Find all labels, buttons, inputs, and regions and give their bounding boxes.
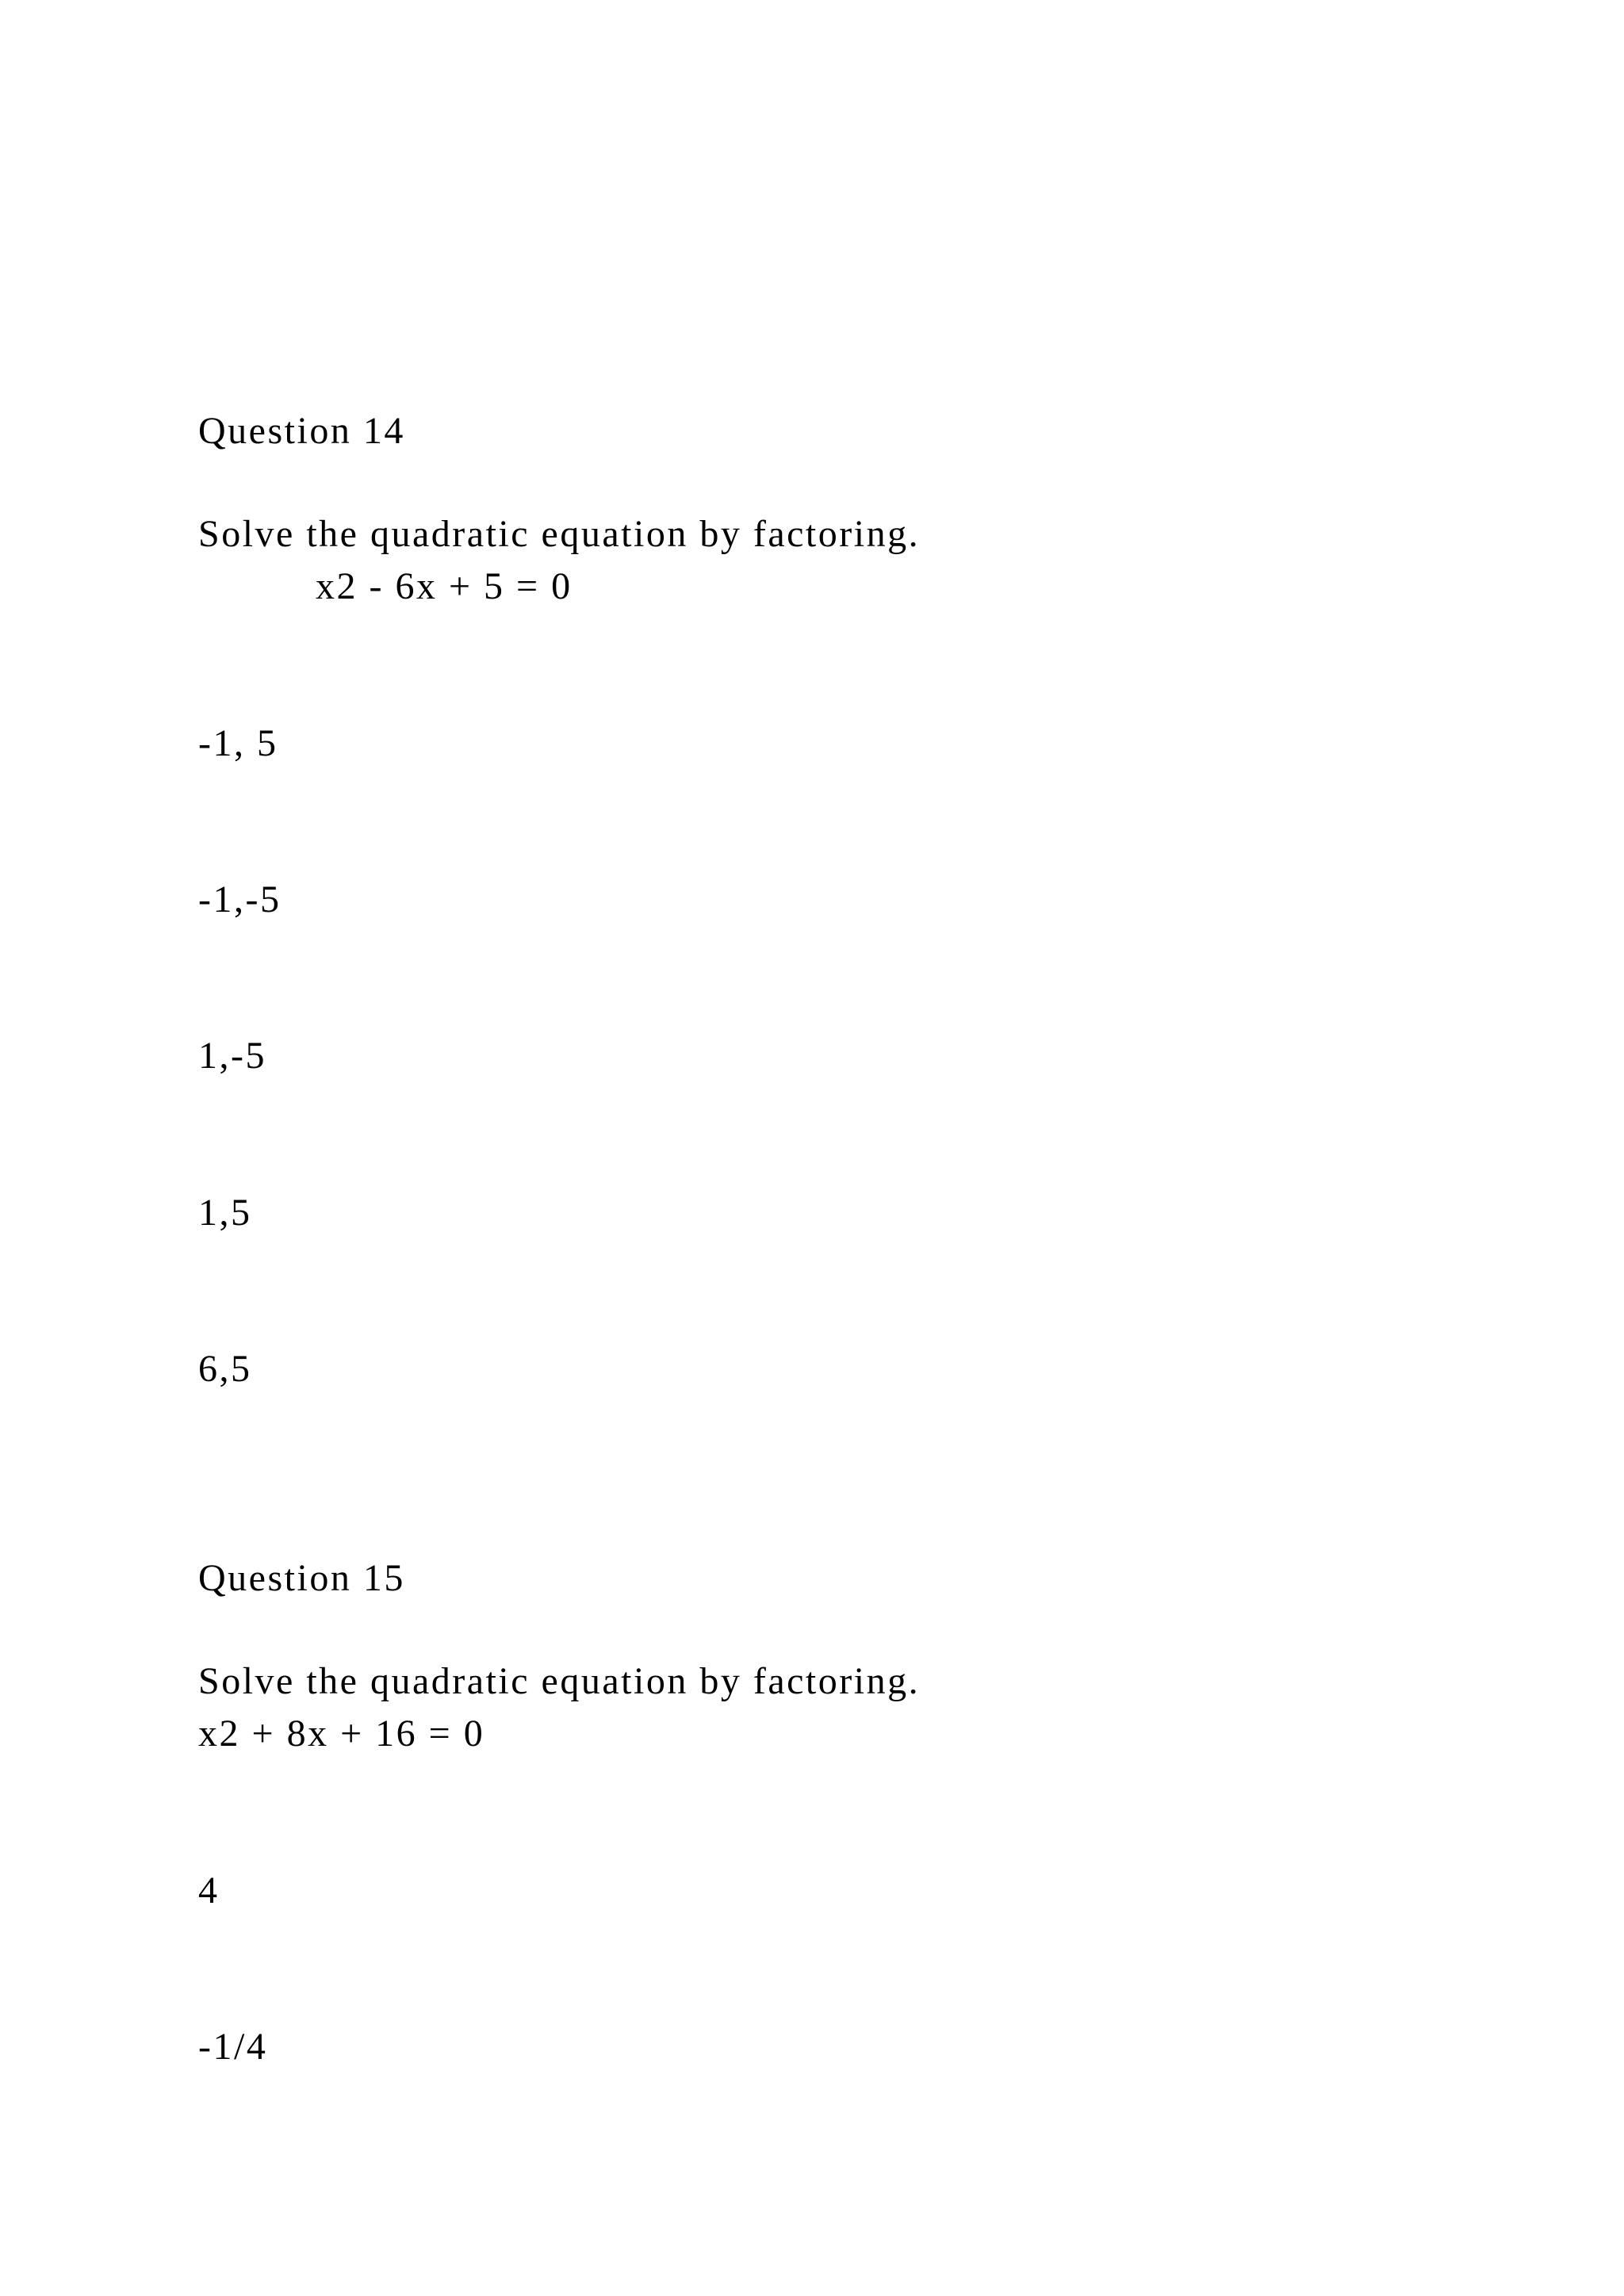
question-title: Question 14 — [198, 410, 405, 452]
answer-option[interactable]: 6,5 — [198, 1348, 252, 1390]
question-equation: x2 - 6x + 5 = 0 — [316, 565, 573, 607]
answer-option[interactable]: -1/4 — [198, 2026, 268, 2068]
answer-option[interactable]: -1, 5 — [198, 722, 278, 764]
question-title: Question 15 — [198, 1557, 405, 1599]
answer-option[interactable]: 1,-5 — [198, 1035, 266, 1077]
question-equation: x2 + 8x + 16 = 0 — [198, 1712, 485, 1755]
question-prompt: Solve the quadratic equation by factoring. — [198, 513, 921, 555]
answer-option[interactable]: -1,-5 — [198, 878, 282, 920]
answer-option[interactable]: 1,5 — [198, 1192, 252, 1234]
question-prompt: Solve the quadratic equation by factoring. — [198, 1660, 921, 1702]
answer-option[interactable]: 4 — [198, 1869, 220, 1911]
